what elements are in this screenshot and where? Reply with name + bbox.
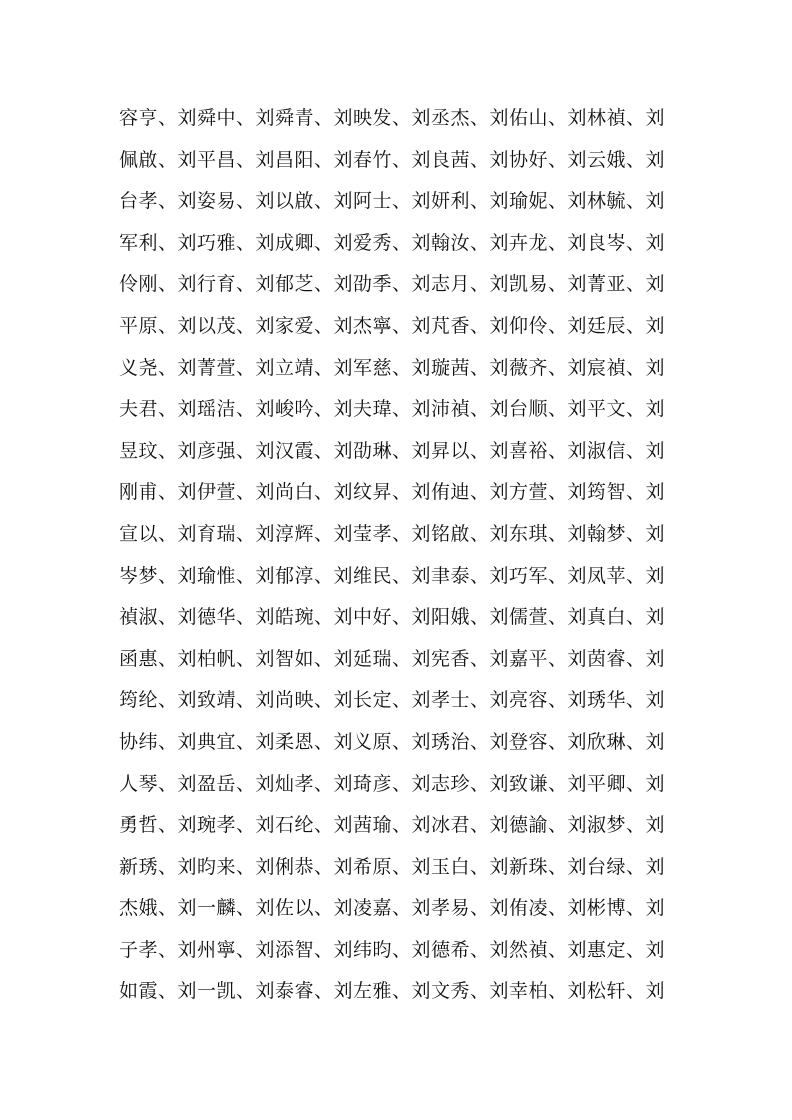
text-line: 容亨、刘舜中、刘舜青、刘映发、刘丞杰、刘佑山、刘林禎、刘 [119,107,666,129]
text-line: 函惠、刘柏帆、刘智如、刘延瑞、刘宪香、刘嘉平、刘茵睿、刘 [119,647,666,670]
text-line: 协纬、刘典宜、刘柔恩、刘义原、刘琇治、刘登容、刘欣琳、刘 [119,730,666,753]
text-line: 夫君、刘瑶洁、刘峻吟、刘夫瑋、刘沛禎、刘台顺、刘平文、刘 [119,398,666,421]
text-line: 杰娥、刘一麟、刘佐以、刘凌嘉、刘孝易、刘侑凌、刘彬博、刘 [119,897,666,920]
text-line: 宣以、刘育瑞、刘淳辉、刘莹孝、刘铭啟、刘东琪、刘翰梦、刘 [119,522,666,545]
text-line: 昱玟、刘彦强、刘汉霞、刘劭琳、刘昇以、刘喜裕、刘淑信、刘 [119,439,666,462]
text-line: 岑梦、刘瑜惟、刘郁淳、刘维民、刘聿泰、刘巧军、刘凤苹、刘 [119,564,666,587]
text-line: 台孝、刘姿易、刘以啟、刘阿士、刘妍利、刘瑜妮、刘林毓、刘 [119,190,666,213]
text-line: 佩啟、刘平昌、刘昌阳、刘春竹、刘良茜、刘协好、刘云娥、刘 [119,148,666,171]
text-line: 筠纶、刘致靖、刘尚映、刘长定、刘孝士、刘亮容、刘琇华、刘 [119,689,666,712]
text-line: 勇哲、刘琬孝、刘石纶、刘茜瑜、刘冰君、刘德諭、刘淑梦、刘 [119,814,666,837]
text-line: 子孝、刘州寧、刘添智、刘纬昀、刘德希、刘然禎、刘惠定、刘 [119,938,666,961]
text-line: 禎淑、刘德华、刘皓琬、刘中好、刘阳娥、刘儒萱、刘真白、刘 [119,606,666,629]
text-line: 义尧、刘菁萱、刘立靖、刘军慈、刘璇茜、刘薇齐、刘宸禎、刘 [119,356,666,379]
name-list-text [119,98,679,1013]
text-line: 刚甫、刘伊萱、刘尚白、刘纹昇、刘侑迪、刘方萱、刘筠智、刘 [119,481,666,504]
text-line: 如霞、刘一凯、刘泰睿、刘左雅、刘文秀、刘幸柏、刘松轩、刘 [119,980,666,1003]
text-line: 伶刚、刘行育、刘郁芝、刘劭季、刘志月、刘凯易、刘菁亚、刘 [119,273,666,296]
text-line: 人琴、刘盈岳、刘灿孝、刘琦彦、刘志珍、刘致谦、刘平卿、刘 [119,772,666,795]
text-line: 新琇、刘昀来、刘俐恭、刘希原、刘玉白、刘新珠、刘台绿、刘 [119,855,666,878]
text-line: 军利、刘巧雅、刘成卿、刘爱秀、刘翰汝、刘卉龙、刘良岑、刘 [119,231,666,254]
text-line: 平原、刘以茂、刘家爱、刘杰寧、刘芃香、刘仰伶、刘廷辰、刘 [119,314,666,337]
